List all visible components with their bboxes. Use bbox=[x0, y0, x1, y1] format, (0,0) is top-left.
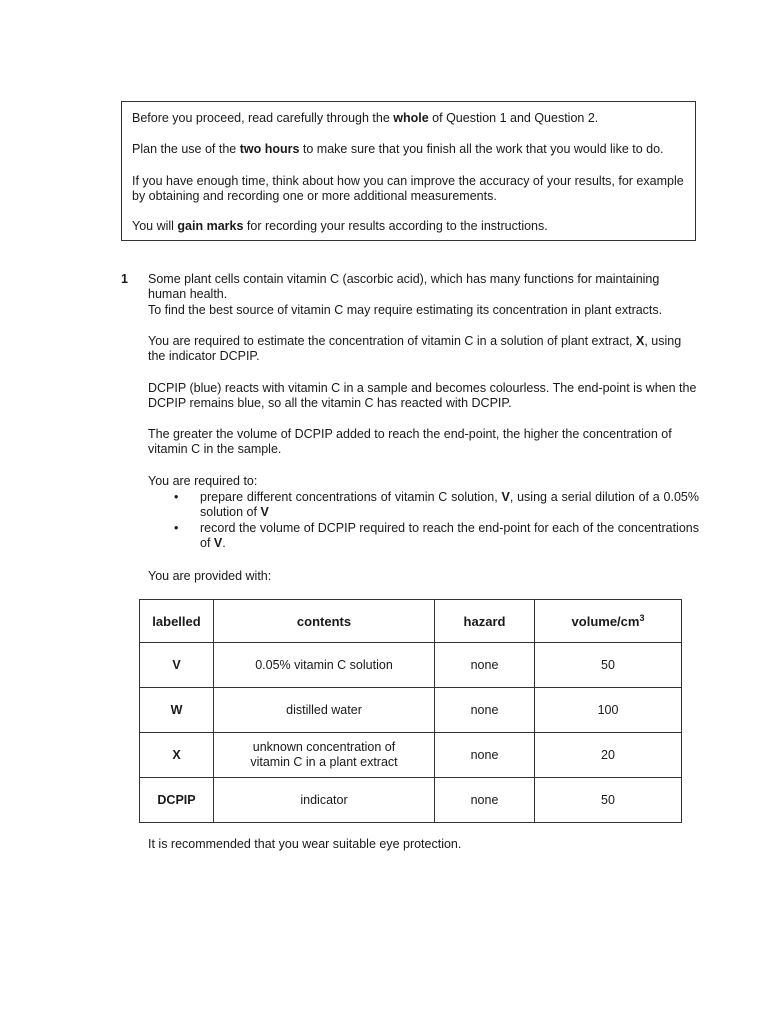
row-hazard: none bbox=[435, 778, 535, 823]
header-hazard: hazard bbox=[435, 600, 535, 643]
row-label: DCPIP bbox=[140, 778, 214, 823]
header-labelled: labelled bbox=[140, 600, 214, 643]
row-hazard: none bbox=[435, 688, 535, 733]
bullet-prepare-dilution: prepare different concentrations of vitamin C solution, V, using a serial dilution of a 0.05% solution of V bbox=[200, 490, 699, 519]
instruction-plan-time: Plan the use of the two hours to make sure that you finish all the work that you would like to do. bbox=[132, 142, 664, 156]
row-volume: 20 bbox=[535, 733, 682, 778]
table-header-row bbox=[140, 600, 682, 643]
instruction-read-carefully: Before you proceed, read carefully through the whole of Question 1 and Question 2. bbox=[132, 111, 599, 125]
table-row bbox=[140, 643, 682, 688]
question-intro-source: To find the best source of vitamin C may require estimating its concentration in plant extracts. bbox=[148, 303, 663, 317]
question-required-to: You are required to: bbox=[148, 474, 258, 488]
row-label: V bbox=[140, 643, 214, 688]
eye-protection-note: It is recommended that you wear suitable eye protection. bbox=[148, 837, 462, 851]
row-volume: 50 bbox=[535, 643, 682, 688]
table-row bbox=[140, 778, 682, 823]
bullet-marker: • bbox=[174, 490, 179, 504]
row-contents: unknown concentration of vitamin C in a plant extract bbox=[214, 733, 435, 778]
row-volume: 100 bbox=[535, 688, 682, 733]
header-volume: volume/$cm^3$ bbox=[535, 600, 682, 643]
row-volume: 50 bbox=[535, 778, 682, 823]
question-number: 1 bbox=[121, 272, 128, 286]
row-hazard: none bbox=[435, 643, 535, 688]
instructions-box bbox=[121, 101, 696, 241]
row-contents: 0.05% vitamin C solution bbox=[214, 643, 435, 688]
row-contents: indicator bbox=[214, 778, 435, 823]
row-hazard: none bbox=[435, 733, 535, 778]
header-contents: contents bbox=[214, 600, 435, 643]
instruction-gain-marks: You will gain marks for recording your results according to the instructions. bbox=[132, 219, 548, 233]
question-provided: You are provided with: bbox=[148, 569, 272, 583]
materials-table bbox=[139, 599, 682, 823]
question-dcpip-description: DCPIP (blue) reacts with vitamin C in a sample and becomes colourless. The end-point is when the DCPIP remains blue, so all the vitamin C has reacted with DCPIP. bbox=[148, 381, 697, 410]
row-label: X bbox=[140, 733, 214, 778]
question-required: You are required to estimate the concentration of vitamin C in a solution of plant extract, X, using the indicator DCPIP. bbox=[148, 334, 682, 363]
table-row bbox=[140, 688, 682, 733]
question-intro: Some plant cells contain vitamin C (ascorbic acid), which has many functions for maintaining human health. bbox=[148, 272, 660, 301]
bullet-record-volume: record the volume of DCPIP required to reach the end-point for each of the concentrations of V. bbox=[200, 521, 699, 550]
question-greater-volume: The greater the volume of DCPIP added to reach the end-point, the higher the concentration of vitamin C in the sample. bbox=[148, 427, 672, 456]
bullet-marker: • bbox=[174, 521, 179, 535]
row-contents: distilled water bbox=[214, 688, 435, 733]
instruction-accuracy: If you have enough time, think about how you can improve the accuracy of your results, for example by obtaining and recording one or more additional measurements. bbox=[132, 174, 684, 203]
table-row bbox=[140, 733, 682, 778]
row-label: W bbox=[140, 688, 214, 733]
